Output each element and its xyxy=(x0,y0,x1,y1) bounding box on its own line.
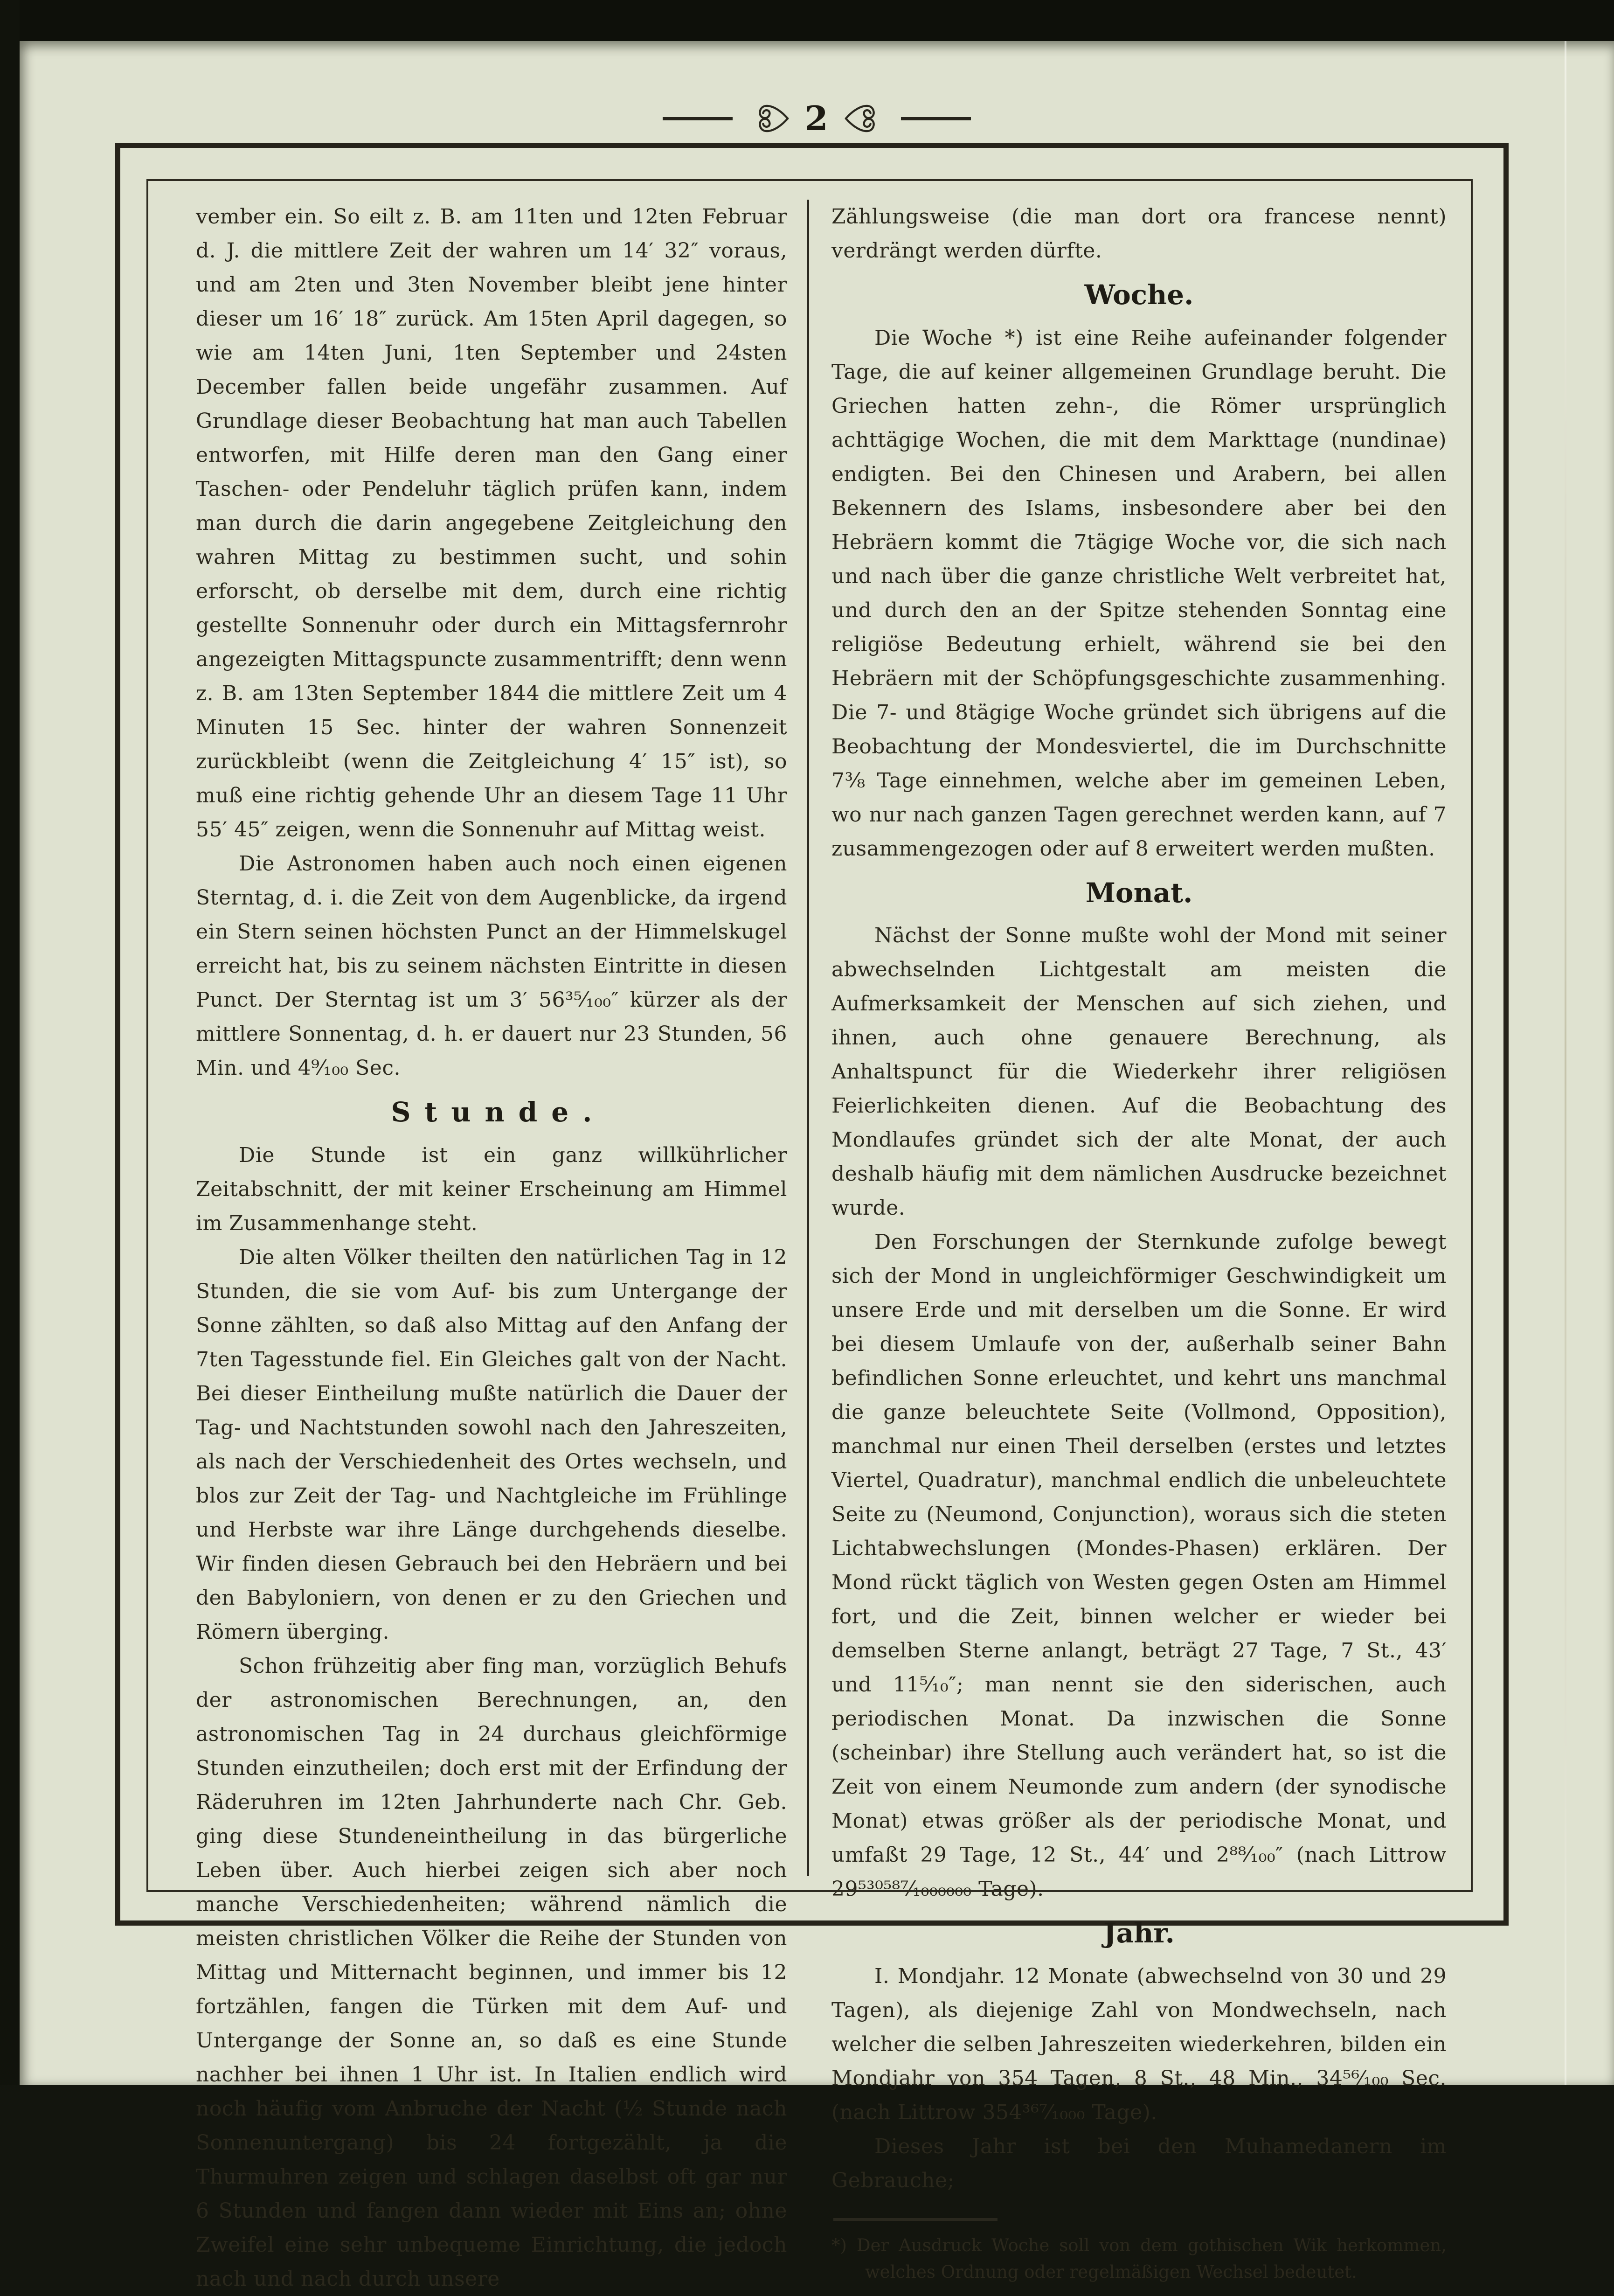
column-divider-rule xyxy=(807,200,809,1876)
text-column-left xyxy=(196,200,787,2291)
paragraph: Die alten Völker theilten den natürlichen Tag in 12 Stunden, die sie vom Auf- bis zum Untergange der Sonne zählten, so daß also Mittag auf den Anfang der 7ten Tagesstunde fiel. Ein Gleiches galt von der Nacht. Bei dieser Eintheilung mußte natürlich die Dauer der Tag- und Nachtstunden sowohl nach den Jahreszeiten, als nach der Verschiedenheit des Ortes wechseln, und blos zur Zeit der Tag- und Nachtgleiche im Frühlinge und Herbste war ihre Länge durchgehends dieselbe. Wir finden diesen Gebrauch bei den Hebräern und bei den Babyloniern, von denen er zu den Griechen und Römern überging. xyxy=(196,1245,787,1644)
page-paper xyxy=(20,41,1614,2291)
paragraph: I. Mondjahr. 12 Monate (abwechselnd von 30 und 29 Tagen), als diejenige Zahl von Mondwechseln, nach welcher die selben Jahreszeiten wiederkehren, bilden ein Mondjahr von 354 Tagen, 8 St., 48 Min., 34⁵⁶⁄₁₀₀ Sec. (nach Littrow 354³⁶⁷⁄₁₀₀₀ Tage). xyxy=(831,1964,1447,2124)
paragraph: vember ein. So eilt z. B. am 11ten und 12ten Februar d. J. die mittlere Zeit der wahren um 14′ 32″ voraus, und am 2ten und 3ten November bleibt jene hinter dieser um 16′ 18″ zurück. Am 15ten April dagegen, so wie am 14ten Juni, 1ten September und 24sten December fallen beide ungefähr zusammen. Auf Grundlage dieser Beobachtung hat man auch Tabellen entworfen, mit Hilfe deren man den Gang einer Taschen- oder Pendeluhr täglich prüfen kann, indem man durch die darin angegebene Zeitgleichung den wahren Mittag zu bestimmen sucht, und sohin erforscht, ob derselbe mit dem, durch eine richtig gestellte Sonnenuhr oder durch ein Mittagsfernrohr angezeigten Mittagspuncte zusammentrifft; denn wenn z. B. am 13ten September 1844 die mittlere Zeit um 4 Minuten 15 Sec. hinter der wahren Sonnenzeit zurückbleibt (wenn die Zeitgleichung 4′ 15″ ist), so muß eine richtig gehende Uhr an diesem Tage 11 Uhr 55′ 45″ zeigen, wenn die Sonnenuhr auf Mittag weist. xyxy=(196,205,787,842)
footnote-separator-rule xyxy=(833,2218,997,2221)
paragraph: Zählungsweise (die man dort ora francese nennt) verdrängt werden dürfte. xyxy=(831,205,1447,263)
section-heading-woche: Woche. xyxy=(1084,279,1194,311)
page-number: 2 xyxy=(804,98,829,138)
paragraph: Die Woche *) ist eine Reihe aufeinander folgender Tage, die auf keiner allgemeinen Grundlage beruht. Die Griechen hatten zehn-, die Römer ursprünglich achttägige Wochen, die mit dem Markttage (nundinae) endigten. Bei den Chinesen und Arabern, bei allen Bekennern des Islams, insbesondere aber bei den Hebräern kommt die 7tägige Woche vor, die sich nach und nach über die ganze christliche Welt verbreitet hat, und durch den an der Spitze stehenden Sonntag eine religiöse Bedeutung erhielt, während sie bei den Hebräern mit der Schöpfungsgeschichte zusammenhing. Die 7- und 8tägige Woche gründet sich übrigens auf die Beobachtung der Mondesviertel, die im Durchschnitte 7³⁄₈ Tage einnehmen, welche aber im gemeinen Leben, wo nur nach ganzen Tagen gerechnet werden kann, auf 7 zusammengezogen oder auf 8 erweitert werden mußten. xyxy=(831,326,1447,861)
paragraph: Nächst der Sonne mußte wohl der Mond mit seiner abwechselnden Lichtgestalt am meisten die Aufmerksamkeit der Menschen auf sich ziehen, und ihnen, auch ohne genauere Berechnung, als Anhaltspunct für die Wiederkehr ihrer religiösen Feierlichkeiten dienen. Auf die Beobachtung des Mondlaufes gründet sich der alte Monat, der auch deshalb häufig mit dem nämlichen Ausdrucke bezeichnet wurde. xyxy=(831,924,1447,1220)
page-header xyxy=(20,96,1614,141)
paragraph: Den Forschungen der Sternkunde zufolge bewegt sich der Mond in ungleichförmiger Geschwindigkeit um unsere Erde und mit derselben um die Sonne. Er wird bei diesem Umlaufe von der, außerhalb seiner Bahn befindlichen Sonne erleuchtet, und kehrt uns manchmal die ganze beleuchtete Seite (Vollmond, Opposition), manchmal nur einen Theil derselben (erstes und letztes Viertel, Quadratur), manchmal endlich die unbeleuchtete Seite zu (Neumond, Conjunction), woraus sich die steten Lichtabwechslungen (Mondes-Phasen) erklären. Der Mond rückt täglich von Westen gegen Osten am Himmel fort, und die Zeit, binnen welcher er wieder bei demselben Sterne anlangt, beträgt 27 Tage, 7 St., 43′ und 11⁵⁄₁₀″; man nennt sie den siderischen, auch periodischen Monat. Da inzwischen die Sonne (scheinbar) ihre Stellung auch verändert hat, so ist die Zeit von einem Neumonde zum andern (der synodische Monat) etwas größer als der periodische Monat, und umfaßt 29 Tage, 12 St., 44′ und 2⁸⁸⁄₁₀₀″ (nach Littrow 29⁵³⁰⁵⁸⁷⁄₁₀₀₀₀₀₀ Tage). xyxy=(831,1230,1447,1901)
page-border-inner xyxy=(146,179,1473,2291)
section-heading-stunde: Stunde. xyxy=(391,1096,606,1128)
paragraph: Schon frühzeitig aber fing man, vorzüglich Behufs der astronomischen Berechnungen, an, den astronomischen Tag in 24 durchaus gleichförmige Stunden einzutheilen; doch erst mit der Erfindung der Räderuhren im 12ten Jahrhunderte nach Chr. Geb. ging diese Stundeneintheilung in das bürgerliche Leben über. Auch hierbei zeigen sich aber noch manche Verschiedenheiten; während nämlich die meisten christlichen Völker die Reihe der Stunden von Mittag und Mitternacht beginnen, und immer bis 12 fortzählen, fangen die Türken mit dem Auf- und Untergange der Sonne an, so daß es eine Stunde nachher bei ihnen 1 Uhr ist. In Italien endlich wird noch häufig vom Anbruche der Nacht (¹⁄₂ Stunde nach Sonnenuntergang) bis 24 fortgezählt, ja die Thurmuhren zeigen und schlagen daselbst oft gar nur 6 Stunden und fangen dann wieder mit Eins an; ohne Zweifel eine sehr unbequeme Einrichtung, die jedoch nach und nach durch unsere xyxy=(196,1654,787,2291)
paragraph: Die Stunde ist ein ganz willkührlicher Zeitabschnitt, der mit keiner Erscheinung am Himmel im Zusammenhange steht. xyxy=(196,1143,787,1235)
fleuron-icon xyxy=(745,96,790,141)
text-column-right xyxy=(831,200,1447,2282)
header-rule-right xyxy=(901,117,971,120)
footnote-text: *) Der Ausdruck Woche soll von dem gothischen Wik herkommen, welches Ordnung oder regelmäßigen Wechsel bedeutet. xyxy=(831,2235,1447,2282)
paragraph: Dieses Jahr ist bei den Muhamedanern im Gebrauche; xyxy=(831,2134,1447,2192)
scanner-background-left xyxy=(0,0,20,2085)
footnote-block xyxy=(831,2218,1447,2285)
section-heading-monat: Monat. xyxy=(1085,877,1193,909)
paragraph: Die Astronomen haben auch noch einen eigenen Sterntag, d. i. die Zeit von dem Augenblicke, da irgend ein Stern seinen höchsten Punct an der Himmelskugel erreicht hat, bis zu seinem nächsten Eintritte in diesen Punct. Der Sterntag ist um 3′ 56³⁵⁄₁₀₀″ kürzer als der mittlere Sonnentag, d. h. er dauert nur 23 Stunden, 56 Min. und 4⁹⁄₁₀₀ Sec. xyxy=(196,852,787,1080)
paper-fold-crease xyxy=(1565,41,1566,2085)
fleuron-icon xyxy=(844,96,889,141)
section-heading-jahr: Jahr. xyxy=(1103,1917,1175,1949)
header-rule-left xyxy=(663,117,733,120)
scanner-background-top xyxy=(0,0,1614,41)
